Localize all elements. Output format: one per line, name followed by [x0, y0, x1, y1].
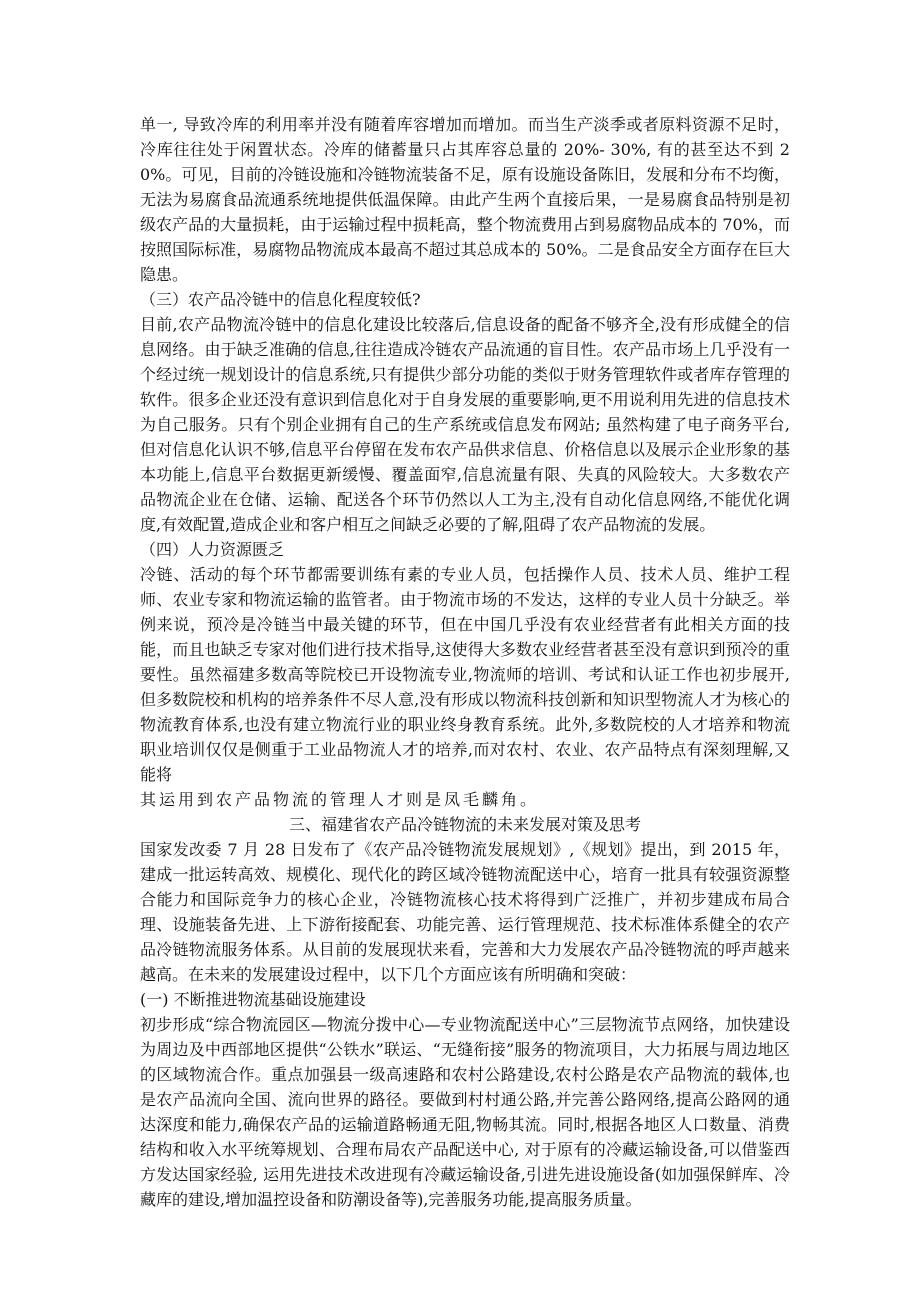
- paragraph-human-resources-tail: 其运用到农产品物流的管理人才则是凤毛麟角。: [140, 790, 540, 809]
- paragraph-cold-storage: 单一, 导致冷库的利用率并没有随着库容增加而增加。而当生产淡季或者原料资源不足时，冷库往往处于闲置状态。冷库的储蓄量只占其库容总量的 20%- 30%, 有的甚至达不到 20%。可见，目前的冷链设施和冷链物流装备不足，原有设施设备陈旧，发展和分布不均衡，无法为易腐食品流通系统地提供低温保障。由此产生两个直接后果，一是易腐食品特别是初级农产品的大量损耗，由于运输过程中损耗高，整个物流费用占到易腐物品成本的 70%，而按照国际标准，易腐物品物流成本最高不超过其总成本的 50%。二是食品安全方面存在巨大隐患。: [140, 115, 790, 284]
- heading-informatization: （三）农产品冷链中的信息化程度较低?: [140, 290, 421, 309]
- heading-infrastructure: (一) 不断推进物流基础设施建设: [140, 990, 366, 1009]
- section-heading-strategies: 三、福建省农产品冷链物流的未来发展对策及思考: [288, 815, 641, 834]
- document-page: [140, 112, 790, 1212]
- paragraph-informatization: 目前,农产品物流冷链中的信息化建设比较落后,信息设备的配备不够齐全,没有形成健全的信息网络。由于缺乏准确的信息,往往造成冷链农产品流通的盲目性。农产品市场上几乎没有一个经过统一规划设计的信息系统,只有提供少部分功能的类似于财务管理软件或者库存管理的软件。很多企业还没有意识到信息化对于自身发展的重要影响,更不用说利用先进的信息技术为自己服务。只有个别企业拥有自己的生产系统或信息发布网站; 虽然构建了电子商务平台,但对信息化认识不够,信息平台停留在发布农产品供求信息、价格信息以及展示企业形象的基本功能上,信息平台数据更新缓慢、覆盖面窄,信息流量有限、失真的风险较大。大多数农产品物流企业在仓储、运输、配送各个环节仍然以人工为主,没有自动化信息网络,不能优化调度,有效配置,造成企业和客户相互之间缺乏必要的了解,阻碍了农产品物流的发展。: [140, 315, 790, 534]
- paragraph-human-resources: 冷链、活动的每个环节都需要训练有素的专业人员，包括操作人员、技术人员、维护工程师、农业专家和物流运输的监管者。由于物流市场的不发达，这样的专业人员十分缺乏。举例来说，预冷是冷链当中最关键的环节，但在中国几乎没有农业经营者有此相关方面的技能，而且也缺乏专家对他们进行技术指导,这使得大多数农业经营者甚至没有意识到预冷的重要性。虽然福建多数高等院校已开设物流专业,物流师的培训、考试和认证工作也初步展开,但多数院校和机构的培养条件不尽人意,没有形成以物流科技创新和知识型物流人才为核心的物流教育体系,也没有建立物流行业的职业终身教育系统。此外,多数院校的人才培养和物流职业培训仅仅是侧重于工业品物流人才的培养,而对农村、农业、农产品特点有深刻理解,又能将: [140, 565, 790, 784]
- heading-human-resources: （四）人力资源匮乏: [140, 540, 285, 559]
- paragraph-infrastructure: 初步形成“综合物流园区—物流分拨中心—专业物流配送中心”三层物流节点网络，加快建设为周边及中西部地区提供“公铁水”联运、“无缝衔接”服务的物流项目，大力拓展与周边地区的区域物流合作。重点加强县一级高速路和农村公路建设,农村公路是农产品物流的载体,也是农产品流向全国、流向世界的路径。要做到村村通公路,并完善公路网络,提高公路网的通达深度和能力,确保农产品的运输道路畅通无阻,物畅其流。同时,根据各地区人口数量、消费结构和收入水平统筹规划、合理布局农产品配送中心, 对于原有的冷藏运输设备,可以借鉴西方发达国家经验, 运用先进技术改进现有冷藏运输设备,引进先进设施设备(如加强保鲜库、冷藏库的建设,增加温控设备和防潮设备等),完善服务功能,提高服务质量。: [140, 1015, 790, 1209]
- paragraph-strategies: 国家发改委 7 月 28 日发布了《农产品冷链物流发展规划》,《规划》提出，到 2015 年，建成一批运转高效、规模化、现代化的跨区域冷链物流配送中心，培育一批具有较强资源整合能力和国际竞争力的核心企业，冷链物流核心技术将得到广泛推广，并初步建成布局合理、设施装备先进、上下游衔接配套、功能完善、运行管理规范、技术标准体系健全的农产品冷链物流服务体系。从目前的发展现状来看，完善和大力发展农产品冷链物流的呼声越来越高。在未来的发展建设过程中，以下几个方面应该有所明确和突破：: [140, 840, 790, 984]
